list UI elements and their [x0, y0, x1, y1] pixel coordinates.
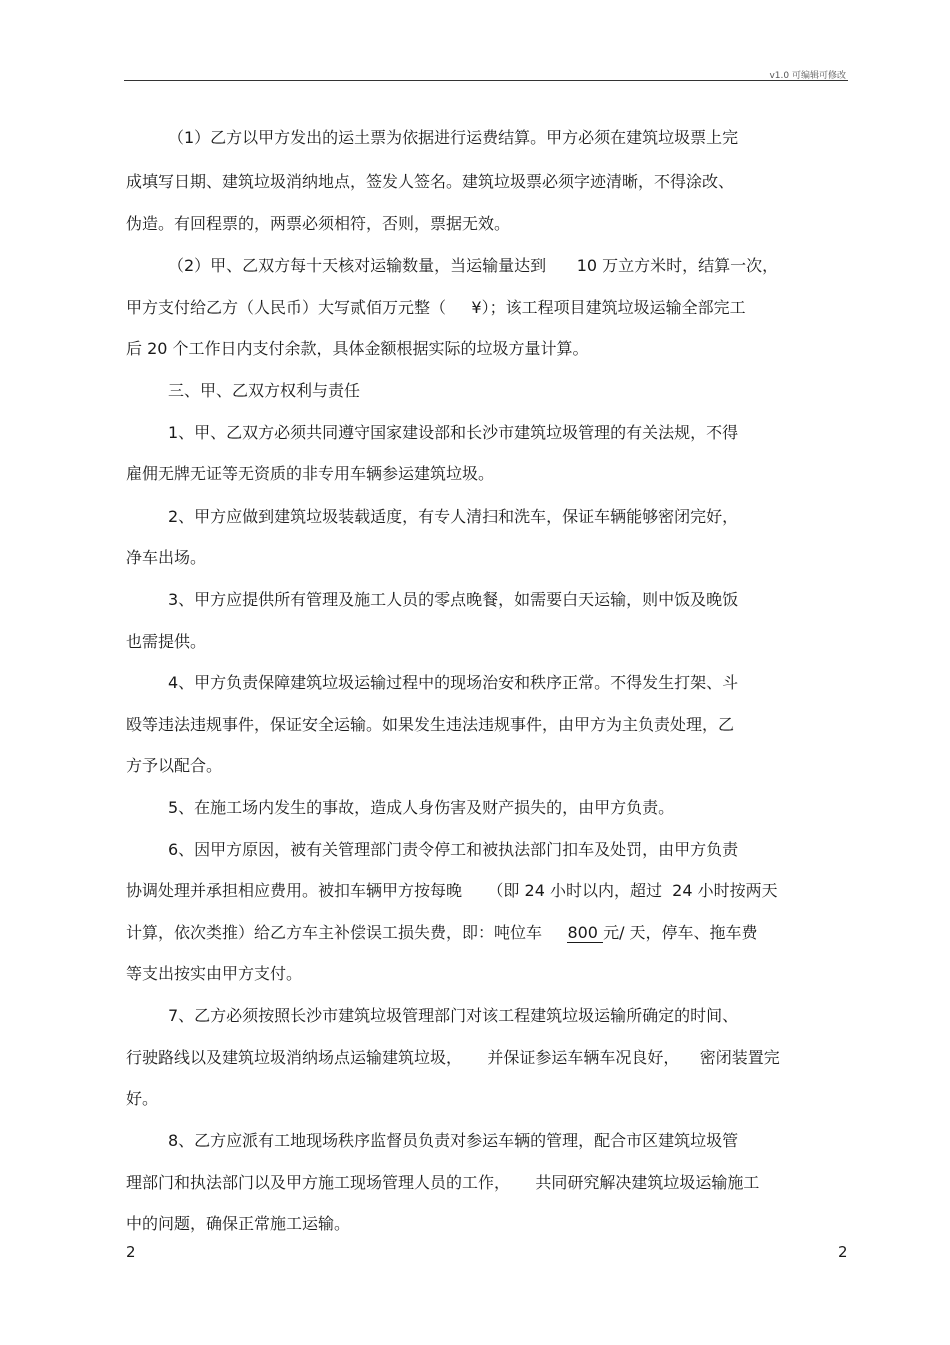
item-1-line-2: 雇佣无牌无证等无资质的非专用车辆参运建筑垃圾。: [126, 464, 495, 483]
item-6-line-4: 等支出按实由甲方支付。: [126, 964, 303, 983]
page-number-left: 2: [126, 1243, 136, 1261]
item-6-line-3-start: 计算，依次类推）给乙方车主补偿误工损失费，即：吨位车: [126, 923, 568, 942]
item-7-line-2: 行驶路线以及建筑垃圾消纳场点运输建筑垃圾， 并保证参运车辆车况良好， 密闭装置完: [126, 1048, 780, 1067]
item-8-line-2: 理部门和执法部门以及甲方施工现场管理人员的工作， 共同研究解决建筑垃圾运输施工: [126, 1173, 760, 1192]
item-2-line-2: 净车出场。: [126, 548, 207, 567]
item-6-line-2: 协调处理并承担相应费用。被扣车辆甲方按每晚 （即 24 小时以内，超过 24 小时按两天: [126, 881, 778, 900]
item-2-line-1: 2、甲方应做到建筑垃圾装载适度，有专人清扫和洗车，保证车辆能够密闭完好，: [168, 507, 739, 526]
item-1-line-1: 1、甲、乙双方必须共同遵守国家建设部和长沙市建筑垃圾管理的有关法规，不得: [168, 423, 739, 442]
page-number-right: 2: [838, 1243, 848, 1261]
item-3-line-1: 3、甲方应提供所有管理及施工人员的零点晚餐，如需要白天运输，则中饭及晚饭: [168, 590, 739, 609]
item-3-line-2: 也需提供。: [126, 632, 207, 651]
clause-1-line-3: 伪造。有回程票的，两票必须相符，否则，票据无效。: [126, 214, 511, 233]
item-6-line-1: 6、因甲方原因，被有关管理部门责令停工和被执法部门扣车及处罚，由甲方负责: [168, 840, 739, 859]
clause-1-line-1: （1）乙方以甲方发出的运土票为依据进行运费结算。甲方必须在建筑垃圾票上完: [168, 128, 739, 147]
item-5-line-1: 5、在施工场内发生的事故，造成人身伤害及财产损失的，由甲方负责。: [168, 798, 675, 817]
clause-2-line-1: （2）甲、乙双方每十天核对运输数量，当运输量达到 10 万立方米时，结算一次，: [168, 256, 779, 275]
item-6-line-3-end: 元/ 天，停车、拖车费: [603, 923, 758, 942]
item-6-line-3: [126, 923, 758, 943]
compensation-amount: 800: [567, 923, 604, 942]
item-4-line-2: 殴等违法违规事件，保证安全运输。如果发生违法违规事件，由甲方为主负责处理，乙: [126, 715, 735, 734]
clause-2-line-2: 甲方支付给乙方（人民币）大写贰佰万元整（ ¥）；该工程项目建筑垃圾运输全部完工: [126, 298, 746, 317]
header-version-text: v1.0 可编辑可修改: [769, 71, 846, 81]
clause-1-line-2: 成填写日期、建筑垃圾消纳地点，签发人签名。建筑垃圾票必须字迹清晰，不得涂改、: [126, 172, 735, 191]
item-4-line-3: 方予以配合。: [126, 756, 223, 775]
clause-2-line-3: 后 20 个工作日内支付余款，具体金额根据实际的垃圾方量计算。: [126, 339, 589, 358]
item-7-line-1: 7、乙方必须按照长沙市建筑垃圾管理部门对该工程建筑垃圾运输所确定的时间、: [168, 1006, 739, 1025]
item-8-line-3: 中的问题，确保正常施工运输。: [126, 1214, 351, 1233]
item-4-line-1: 4、甲方负责保障建筑垃圾运输过程中的现场治安和秩序正常。不得发生打架、斗: [168, 673, 739, 692]
item-7-line-3: 好。: [126, 1089, 159, 1108]
item-8-line-1: 8、乙方应派有工地现场秩序监督员负责对参运车辆的管理，配合市区建筑垃圾管: [168, 1131, 739, 1150]
section-heading-rights: 三、甲、乙双方权利与责任: [168, 381, 361, 400]
